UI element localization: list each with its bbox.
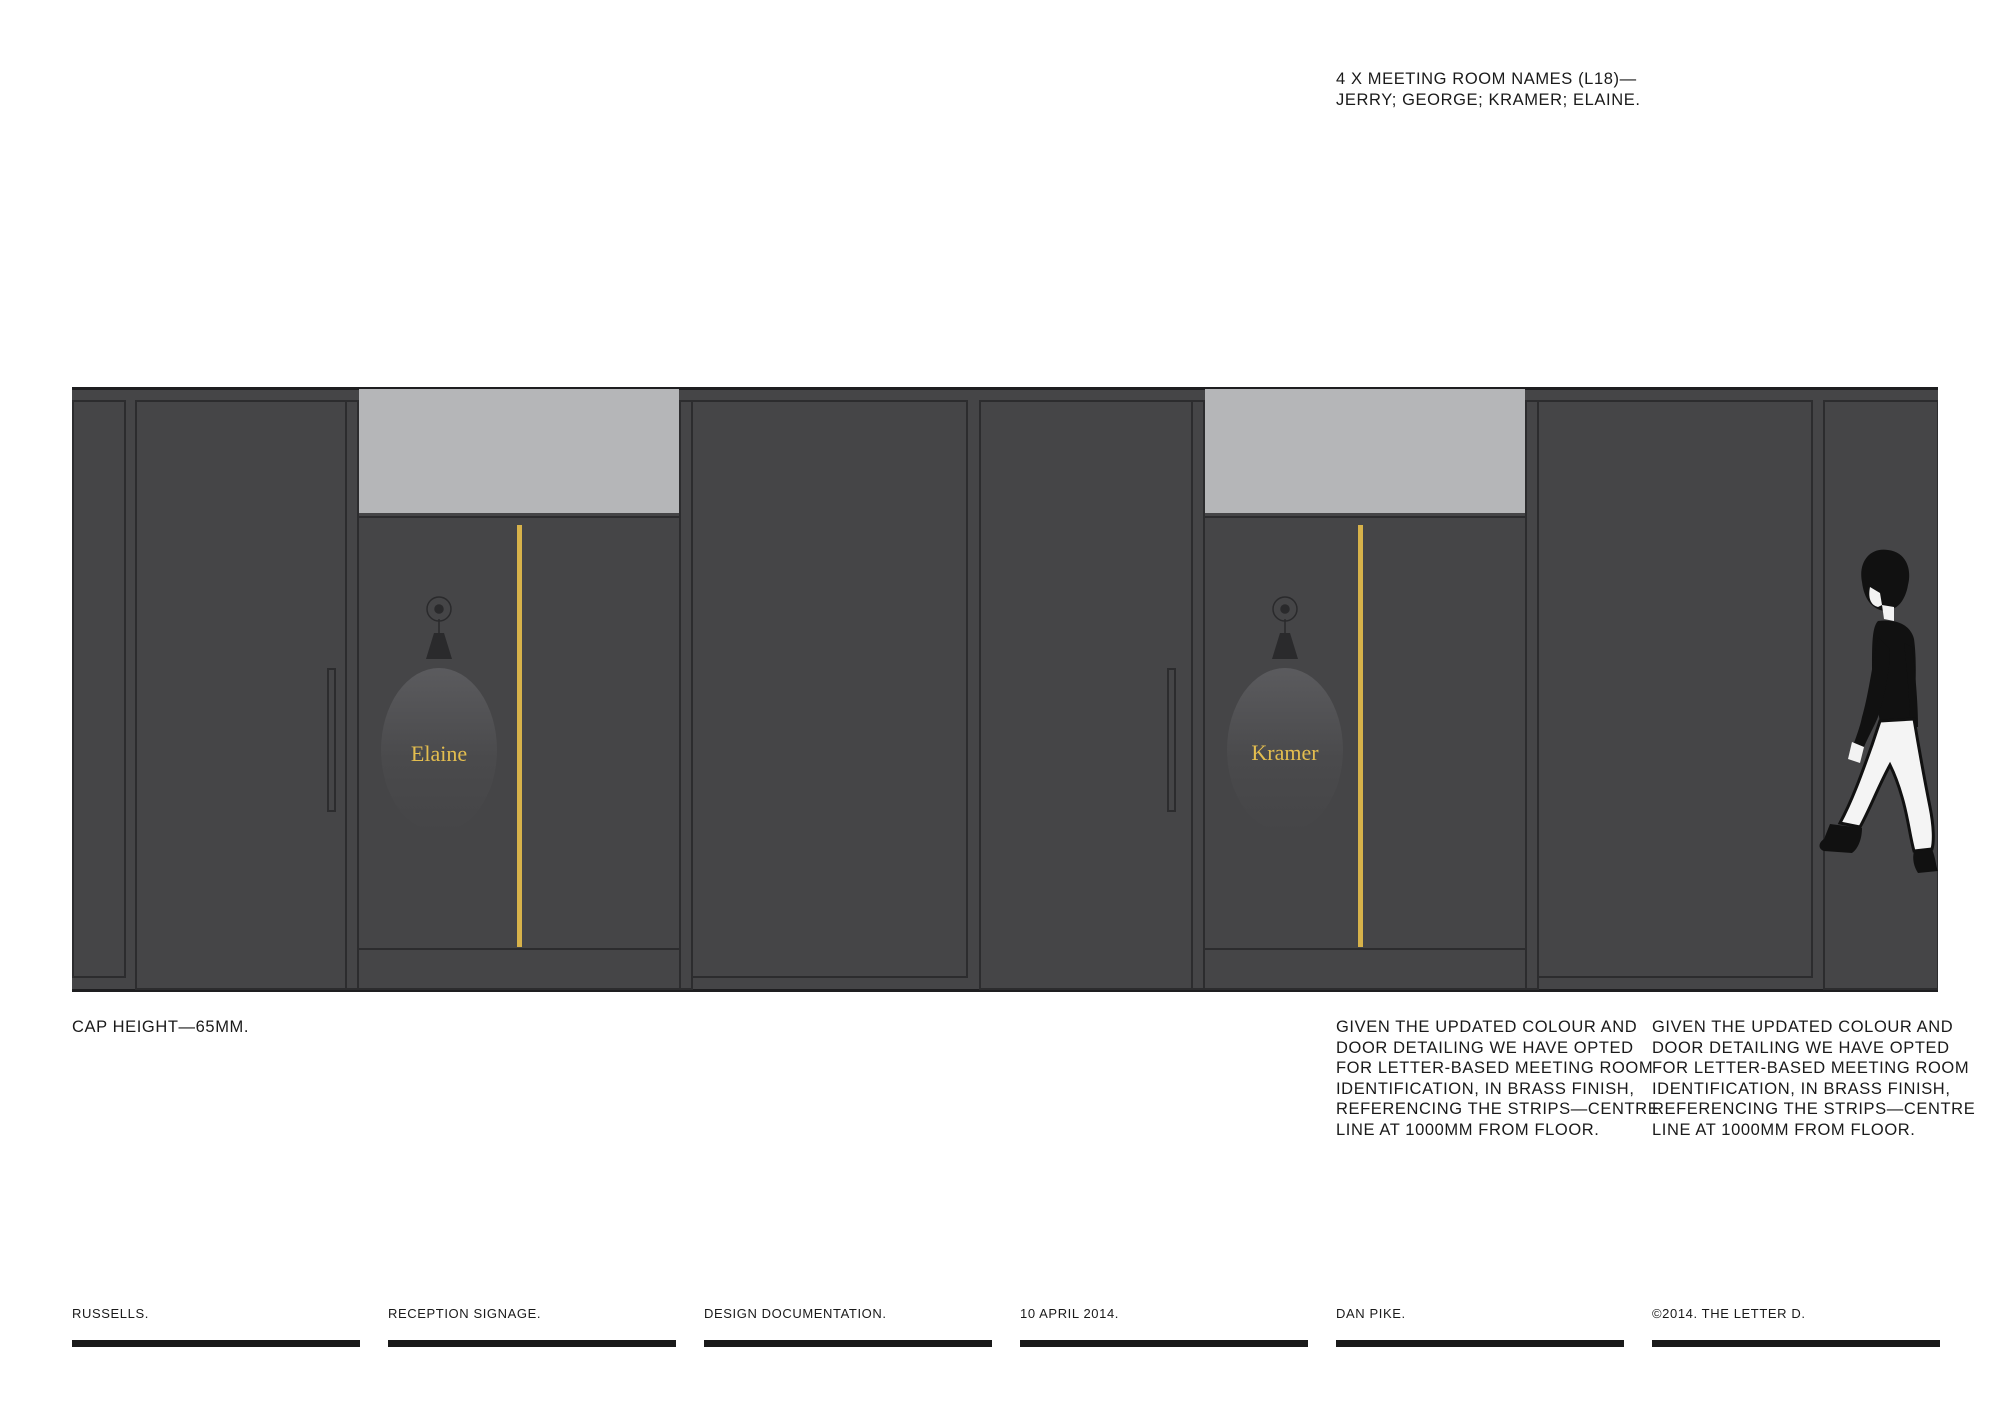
cap-height-note: CAP HEIGHT—65MM. — [72, 1018, 250, 1036]
footer-rule — [72, 1340, 360, 1347]
footer-rule — [1652, 1340, 1940, 1347]
brass-strip-1 — [517, 525, 522, 947]
footer-copyright — [1652, 1306, 1940, 1347]
description-right: GIVEN THE UPDATED COLOUR AND DOOR DETAILING WE HAVE OPTED FOR LETTER-BASED MEETING ROOM IDENTIFICATION, IN BRASS FINISH, REFERENCING THE STRIPS—CENTRE LINE AT 1000MM FROM FLOOR. — [1652, 1018, 1976, 1139]
footer-rule — [1020, 1340, 1308, 1347]
clerestory-glass-2 — [1205, 389, 1525, 513]
footer-date-label: 10 APRIL 2014. — [1020, 1306, 1119, 1321]
clerestory-glass-1 — [359, 389, 679, 513]
brass-strip-2 — [1358, 525, 1363, 947]
footer-project — [388, 1306, 676, 1347]
footer-stage-label: DESIGN DOCUMENTATION. — [704, 1306, 887, 1321]
header-note: 4 X MEETING ROOM NAMES (L18)— JERRY; GEORGE; KRAMER; ELAINE. — [1336, 70, 1641, 109]
footer-author — [1336, 1306, 1624, 1347]
footer-project-label: RECEPTION SIGNAGE. — [388, 1306, 542, 1321]
footer-stage — [704, 1306, 992, 1347]
footer-client — [72, 1306, 360, 1347]
footer-date — [1020, 1306, 1308, 1347]
footer-rule — [388, 1340, 676, 1347]
wall-elevation-drawing — [72, 387, 1938, 992]
room-sign-elaine: Elaine — [410, 741, 468, 766]
wall-background — [72, 387, 1938, 992]
ceiling-line — [72, 387, 1938, 390]
description-left: GIVEN THE UPDATED COLOUR AND DOOR DETAILING WE HAVE OPTED FOR LETTER-BASED MEETING ROOM IDENTIFICATION, IN BRASS FINISH, REFERENCING THE STRIPS—CENTRE LINE AT 1000MM FROM FLOOR. — [1336, 1018, 1660, 1139]
footer-copyright-label: ©2014. THE LETTER D. — [1652, 1306, 1806, 1321]
footer-rule — [1336, 1340, 1624, 1347]
footer-client-label: RUSSELLS. — [72, 1306, 149, 1321]
footer-rule — [704, 1340, 992, 1347]
room-sign-kramer: Kramer — [1251, 740, 1319, 765]
footer-author-label: DAN PIKE. — [1336, 1306, 1406, 1321]
